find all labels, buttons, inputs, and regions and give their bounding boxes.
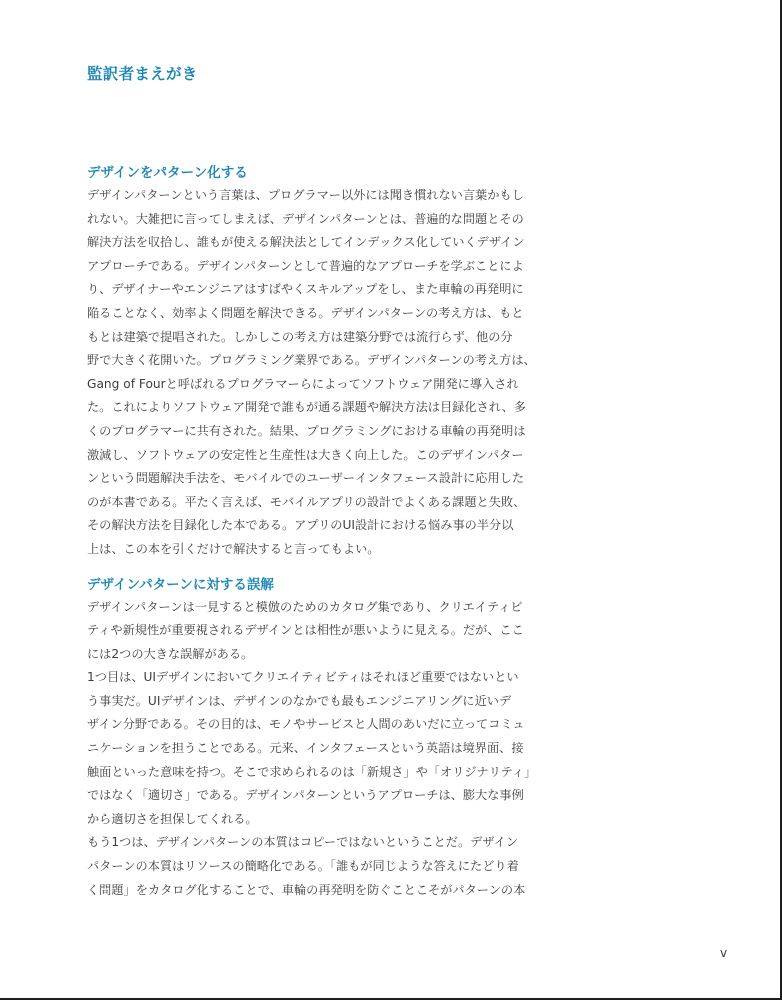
text-line: ンという問題解決手法を、モバイルでのユーザーインタフェース設計に応用した xyxy=(87,471,525,486)
paragraph xyxy=(87,666,537,831)
section-heading: デザインをパターン化する xyxy=(87,165,248,181)
text-line: から適切さを担保してくれる。 xyxy=(87,811,258,826)
article-body xyxy=(87,162,537,902)
text-line: のが本書である。平たく言えば、モバイルアプリの設計でよくある課題と失敗、 xyxy=(87,494,526,509)
text-line: には2つの大きな誤解がある。 xyxy=(87,646,254,661)
text-line: ティや新規性が重要視されるデザインとは相性が悪いように見える。だが、ここ xyxy=(87,623,524,638)
text-line: アプローチである。デザインパターンとして普遍的なアプローチを学ぶことによ xyxy=(87,258,524,273)
text-line: くのプログラマーに共有された。結果、プログラミングにおける車輪の再発明は xyxy=(87,423,526,438)
text-line: 解決方法を収拾し、誰もが使える解決法としてインデックス化していくデザイン xyxy=(87,235,525,250)
text-line: く問題」をカタログ化することで、車輪の再発明を防ぐことこそがパターンの本 xyxy=(87,882,526,897)
paragraph xyxy=(87,596,524,667)
text-line: れない。大雑把に言ってしまえば、デザインパターンとは、普遍的な問題とその xyxy=(87,211,524,226)
text-line: た。これによりソフトウェア開発で誰もが通る課題や解決方法は目録化され、多 xyxy=(87,400,526,415)
text-line: ザイン分野である。その目的は、モノやサービスと人間のあいだに立ってコミュ xyxy=(87,717,525,732)
paragraph xyxy=(87,184,536,562)
text-line: もう1つは、デザインパターンの本質はコピーではないということだ。デザイン xyxy=(87,835,519,850)
text-line: 触面といった意味を持つ。そこで求められるのは「新規さ」や「オリジナリティ」 xyxy=(87,764,537,779)
text-line: 野で大きく花開いた。プログラミング業界である。デザインパターンの考え方は、 xyxy=(87,353,536,368)
text-line: 陥ることなく、効率よく問題を解決できる。デザインパターンの考え方は、もと xyxy=(87,305,524,320)
page-number: v xyxy=(720,946,728,960)
text-line: デザインパターンという言葉は、プログラマー以外には聞き慣れない言葉かもし xyxy=(87,188,524,202)
section-heading: デザインパターンに対する誤解 xyxy=(87,576,274,593)
text-line: ニケーションを担うことである。元来、インタフェースという英語は境界面、接 xyxy=(87,741,524,756)
text-line: デザインパターンは一見すると模倣のためのカタログ集であり、クリエイティビ xyxy=(87,599,523,614)
text-line: 上は、この本を引くだけで解決すると言ってもよい。 xyxy=(87,541,380,556)
text-line: り、デザイナーやエンジニアはすばやくスキルアップをし、また車輪の再発明に xyxy=(87,282,524,297)
text-line: う事実だ。UIデザインは、デザインのなかでも最もエンジニアリングに近いデ xyxy=(87,693,512,708)
paragraph xyxy=(87,831,526,902)
text-line: 激減し、ソフトウェアの安定性と生産性は大きく向上した。このデザインパター xyxy=(87,447,524,462)
text-line: もとは建築で提唱された。しかしこの考え方は建築分野では流行らず、他の分 xyxy=(87,329,513,344)
page-title: 監訳者まえがき xyxy=(87,65,198,83)
text-line: Gang of Fourと呼ばれるプログラマーらによってソフトウェア開発に導入され xyxy=(87,376,519,391)
text-line: ではなく「適切さ」である。デザインパターンというアプローチは、膨大な事例 xyxy=(87,788,524,803)
text-line: パターンの本質はリソースの簡略化である。「誰もが同じような答えにたどり着 xyxy=(87,859,519,874)
text-line: 1つ目は、UIデザインにおいてクリエイティビティはそれほど重要ではないとい xyxy=(87,670,519,685)
text-line: その解決方法を目録化した本である。アプリのUI設計における悩み事の半分以 xyxy=(87,518,514,533)
